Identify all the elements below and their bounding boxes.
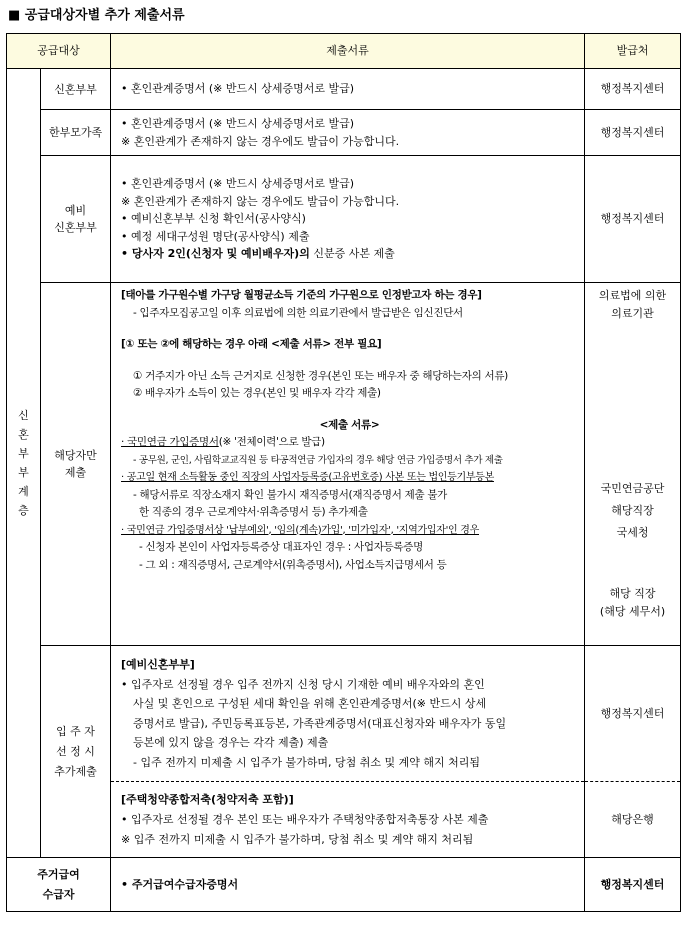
row-label-applicable: 해당자만 제출 xyxy=(41,283,111,646)
docs-additional-prospective: [예비신혼부부] • 입주자로 선정될 경우 입주 전까지 신청 당시 기재한 예비 배우자와의 혼인 사실 및 혼인으로 구성된 세대 확인을 위해 혼인관계증명서(※ 반드시 상세 증명서로 발급), 주민등록표등본, 가족관계증명서(대표신청자와 배우자가 동일 등본에 있지 않을 경우는 각각 제출) 제출 - 입주 전까지 미제출 시 입주가 불가하며, 당첨 취소 및 계약 해지 처리됨 xyxy=(111,646,585,782)
docs-additional-savings: [주택청약종합저축(청약저축 포함)] • 입주자로 선정될 경우 본인 또는 배우자가 주택청약종합저축통장 사본 제출 ※ 입주 전까지 미제출 시 입주가 불가하며, 당첨 취소 및 계약 해지 처리됨 xyxy=(111,782,585,858)
issuer-additional-savings: 해당은행 xyxy=(585,782,681,858)
row-label-single-parent: 한부모가족 xyxy=(41,110,111,156)
issuer-additional-prospective: 행정복지센터 xyxy=(585,646,681,782)
row-single-parent xyxy=(7,110,681,156)
issuer-pension: 국민연금공단 해당직장 국세청 xyxy=(600,482,665,539)
documents-table xyxy=(6,33,681,912)
row-prospective xyxy=(7,156,681,283)
row-housing-benefit xyxy=(7,858,681,912)
row-label-prospective: 예비 신혼부부 xyxy=(41,156,111,283)
docs-newlywed: • 혼인관계증명서 (※ 반드시 상세증명서로 발급) xyxy=(111,69,585,110)
docs-applicable: [태아를 가구원수별 가구당 월평균소득 기준의 가구원으로 인정받고자 하는 경우] - 입주자모집공고일 이후 의료법에 의한 의료기관에서 발급받은 임신진단서 [① 또는 ②에 해당하는 경우 아래 <제출 서류> 전부 필요] ① 거주지가 아닌 소득 근거지로 신청한 경우(본인 또는 배우자 중 해당하는자의 서류) ② 배우자가 소득이 있는 경우(본인 및 배우자 각각 제출) <제출 서류> · 국민연금 가입증명서(※ '전체이력'으로 발급) - 공무원, 군인, 사립학교교직원 등 타공적연금 가입자의 경우 해당 연금 가입증명서 추가 제출 · 공고일 현재 소득활동 중인 직장의 사업자등록증(고유번호증) 사본 또는 법인등기부등본 - 해당서류로 직장소재지 확인 불가시 재직증명서(재직증명서 제출 불가 한 직종의 경우 근로계약서·위촉증명서 등) 추가제출 · 국민연금 가입증명서상 '납부예외', '임의(계속)가입', '미가입자', '지역가입자'인 경우 - 신청자 본인이 사업자등록증상 대표자인 경우 : 사업자등록증명 - 그 외 : 재직증명서, 근로계약서(위촉증명서), 사업소득지급명세서 등 xyxy=(111,283,585,646)
page-title: ■ 공급대상자별 추가 제출서류 xyxy=(8,8,185,23)
header-issuer: 발급처 xyxy=(585,34,681,69)
docs-housing-benefit: • 주거급여수급자증명서 xyxy=(111,858,585,912)
row-additional-prospective xyxy=(7,646,681,782)
row-label-newlywed: 신혼부부 xyxy=(41,69,111,110)
issuer-housing-benefit: 행정복지센터 xyxy=(585,858,681,912)
docs-prospective: • 혼인관계증명서 (※ 반드시 상세증명서로 발급) ※ 혼인관계가 존재하지 않는 경우에도 발급이 가능합니다. • 예비신혼부부 신청 확인서(공사양식) • 예정 세대구성원 명단(공사양식) 제출 • 당사자 2인(신청자 및 예비배우자)의 신분증 사본 제출 xyxy=(111,156,585,283)
header-documents: 제출서류 xyxy=(111,34,585,69)
header-target: 공급대상 xyxy=(7,34,111,69)
docs-single-parent: • 혼인관계증명서 (※ 반드시 상세증명서로 발급) ※ 혼인관계가 존재하지 않는 경우에도 발급이 가능합니다. xyxy=(111,110,585,156)
issuer-medical: 의료법에 의한 의료기관 xyxy=(598,289,667,320)
row-applicable xyxy=(7,283,681,646)
row-label-housing-benefit: 주거급여 수급자 xyxy=(7,858,111,912)
row-label-additional: 입 주 자 선 정 시 추가제출 xyxy=(41,646,111,858)
issuer-newlywed: 행정복지센터 xyxy=(585,69,681,110)
issuer-workplace: 해당 직장 (해당 세무서) xyxy=(599,587,666,618)
table-header-row xyxy=(7,34,681,69)
row-newlywed xyxy=(7,69,681,110)
issuer-applicable xyxy=(585,283,681,646)
issuer-prospective: 행정복지센터 xyxy=(585,156,681,283)
issuer-single-parent: 행정복지센터 xyxy=(585,110,681,156)
group-label-newlywed-tier: 신 혼 부 부 계 층 xyxy=(7,69,41,858)
